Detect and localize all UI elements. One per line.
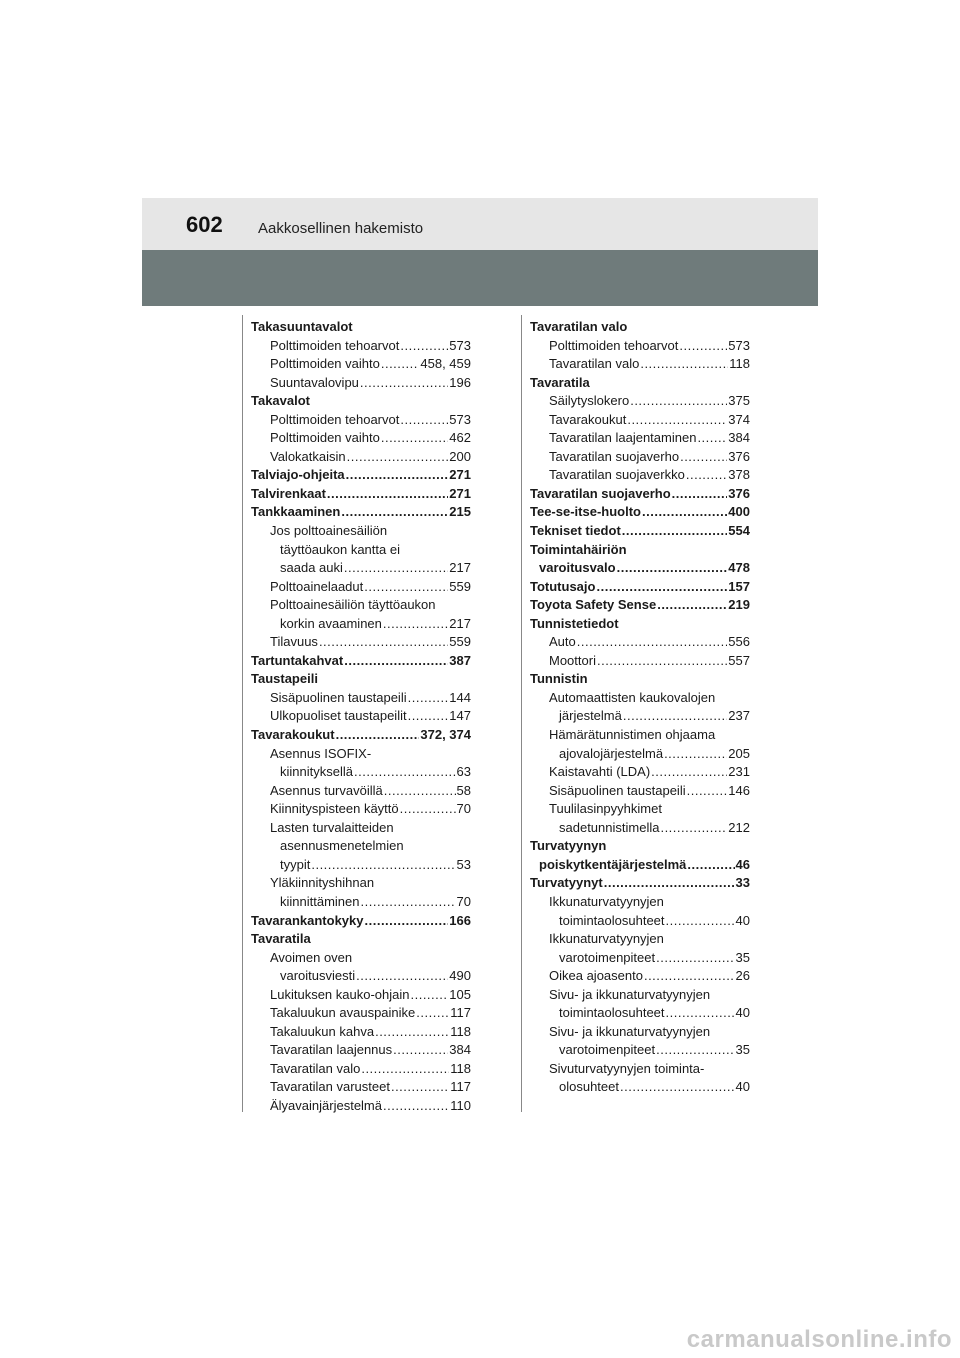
index-entry-term: Auto [549, 634, 576, 650]
index-entry-term: olosuhteet [559, 1079, 619, 1095]
index-entry-page: 375 [728, 393, 750, 409]
index-entry-page: 205 [728, 745, 750, 761]
index-entry-page: 200 [449, 448, 471, 464]
column-divider-middle [521, 315, 522, 1112]
index-entry-page: 46 [735, 856, 750, 872]
dot-leader [630, 392, 727, 411]
index-entry-page: 215 [449, 504, 471, 520]
index-entry-page: 40 [735, 912, 750, 928]
dot-leader [410, 986, 448, 1005]
dot-leader [383, 1097, 449, 1116]
index-entry [251, 856, 471, 875]
index-entry: Hämärätunnistimen ohjaama [549, 727, 716, 743]
dot-leader [617, 559, 728, 578]
index-entry [530, 745, 750, 764]
index-entry [530, 503, 750, 522]
index-entry-page: 157 [728, 578, 750, 594]
index-entry [530, 448, 750, 467]
index-entry-page: 166 [449, 912, 471, 928]
index-entry-term: varoitusvalo [539, 560, 616, 576]
index-entry [251, 448, 471, 467]
index-entry [251, 466, 471, 485]
dot-leader [680, 448, 727, 467]
index-entry [251, 559, 471, 578]
index-entry [530, 485, 750, 504]
index-entry-page: 53 [456, 856, 471, 872]
index-entry-page: 271 [449, 485, 471, 501]
index-entry-term: Tavaratilan suojaverho [549, 448, 680, 464]
index-column-left [251, 318, 471, 1116]
dot-leader [344, 559, 448, 578]
index-entry-term: Oikea ajoasento [549, 968, 643, 984]
dot-leader [640, 355, 728, 374]
index-entry: Tuulilasinpyyhkimet [549, 801, 662, 817]
index-entry [530, 782, 750, 801]
dot-leader [408, 707, 449, 726]
index-entry: Polttoainesäiliön täyttöaukon [270, 597, 436, 613]
index-entry-term: Polttimoiden tehoarvot [270, 337, 400, 353]
index-entry-term: Tavaratilan laajennus [270, 1042, 393, 1058]
index-entry-page: 374 [728, 411, 750, 427]
index-entry [530, 596, 750, 615]
section-title: Aakkosellinen hakemisto [258, 220, 424, 237]
index-entry-page: 117 [450, 1005, 471, 1021]
index-entry-term: Suuntavalovipu [270, 374, 359, 390]
index-entry-term: Totutusajo [530, 578, 596, 594]
index-entry: Asennus ISOFIX- [270, 745, 372, 761]
index-entry: Tavaratilan valo [530, 319, 628, 334]
index-entry-page: 400 [728, 504, 750, 520]
dot-leader [656, 949, 734, 968]
index-entry-page: 118 [729, 356, 750, 372]
index-entry [251, 1041, 471, 1060]
index-entry-page: 26 [735, 968, 750, 984]
index-entry-page: 376 [728, 485, 750, 501]
index-entry-page: 58 [456, 782, 471, 798]
index-entry: Takasuuntavalot [251, 319, 353, 334]
index-entry-term: varotoimenpiteet [559, 1042, 656, 1058]
index-entry [251, 986, 471, 1005]
index-entry [530, 707, 750, 726]
index-entry: Taustapeili [251, 671, 318, 687]
header-band [142, 198, 818, 250]
index-entry-page: 40 [735, 1079, 750, 1095]
index-entry-page: 219 [728, 597, 750, 613]
dot-leader [384, 782, 456, 801]
dot-leader [666, 1004, 735, 1023]
index-entry-term: Tavaratilan suojaverho [530, 485, 671, 501]
index-entry-page: 559 [449, 634, 471, 650]
index-entry-term: Tavarakoukut [549, 411, 627, 427]
index-entry-term: Sisäpuolinen taustapeili [549, 782, 686, 798]
index-entry [530, 429, 750, 448]
index-entry-term: Tartuntakahvat [251, 652, 344, 668]
index-entry-term: Polttimoiden tehoarvot [270, 411, 400, 427]
index-entry-page: 462 [449, 430, 471, 446]
index-entry [530, 819, 750, 838]
index-entry-page: 378 [728, 467, 750, 483]
index-entry [530, 633, 750, 652]
index-entry: Tavaratila [530, 374, 590, 390]
index-entry-page: 147 [449, 708, 471, 724]
index-entry [530, 763, 750, 782]
index-entry-term: Sisäpuolinen taustapeili [270, 689, 407, 705]
index-entry: Sivuturvatyynyjen toiminta- [549, 1060, 705, 1076]
index-entry [530, 1078, 750, 1097]
index-entry-term: korkin avaaminen [280, 615, 382, 631]
dot-leader [361, 893, 456, 912]
watermark: carmanualsonline.info [686, 1326, 952, 1353]
index-entry: Yläkiinnityshihnan [270, 875, 375, 891]
index-entry-page: 212 [728, 819, 750, 835]
index-entry: Lasten turvalaitteiden [270, 819, 394, 835]
header-dark-band [142, 250, 818, 306]
index-entry-term: Tavarakoukut [251, 727, 335, 743]
index-entry [530, 559, 750, 578]
index-entry-term: Ulkopuoliset taustapeilit [270, 708, 407, 724]
index-entry [530, 652, 750, 671]
dot-leader [416, 1004, 449, 1023]
index-entry: Toimintahäiriön [530, 541, 627, 557]
index-entry [251, 1004, 471, 1023]
index-entry-page: 40 [735, 1005, 750, 1021]
index-entry [251, 411, 471, 430]
dot-leader [656, 1041, 734, 1060]
dot-leader [336, 726, 420, 745]
index-entry [251, 967, 471, 986]
index-entry [251, 355, 471, 374]
dot-leader [687, 782, 728, 801]
index-entry [251, 1078, 471, 1097]
index-entry [530, 466, 750, 485]
dot-leader [383, 615, 448, 634]
index-entry [251, 763, 471, 782]
dot-leader [623, 707, 727, 726]
index-entry-term: poiskytkentäjärjestelmä [539, 856, 687, 872]
index-entry-page: 217 [449, 615, 471, 631]
index-entry [251, 800, 471, 819]
index-entry-term: Tavaratilan suojaverkko [549, 467, 685, 483]
index-entry-page: 237 [728, 708, 750, 724]
dot-leader [577, 633, 728, 652]
dot-leader [327, 485, 448, 504]
index-entry-term: Tavaratilan varusteet [270, 1079, 390, 1095]
dot-leader [356, 967, 448, 986]
index-entry-term: Kaistavahti (LDA) [549, 764, 651, 780]
index-column-right [530, 318, 750, 1097]
index-entry-term: Polttimoiden tehoarvot [549, 337, 679, 353]
index-entry-page: 387 [449, 652, 471, 668]
index-entry: Turvatyynyn [530, 838, 607, 854]
dot-leader [697, 429, 727, 448]
index-entry-term: ajovalojärjestelmä [559, 745, 664, 761]
index-entry-page: 105 [449, 986, 471, 1002]
dot-leader [381, 355, 420, 374]
index-entry-term: toimintaolosuhteet [559, 912, 665, 928]
index-entry-term: Polttimoiden vaihto [270, 356, 380, 372]
dot-leader [627, 411, 727, 430]
index-entry [251, 726, 471, 745]
dot-leader [319, 633, 448, 652]
index-entry [530, 1004, 750, 1023]
index-entry [251, 1097, 471, 1116]
index-entry-term: Tekniset tiedot [530, 523, 621, 539]
index-entry [251, 652, 471, 671]
dot-leader [679, 337, 727, 356]
dot-leader [622, 522, 728, 541]
index-entry: Avoimen oven [270, 949, 353, 965]
dot-leader [672, 485, 728, 504]
index-entry-term: Tee-se-itse-huolto [530, 504, 641, 520]
index-entry-term: Säilytyslokero [549, 393, 630, 409]
dot-leader [365, 912, 449, 931]
index-entry-term: Valokatkaisin [270, 448, 346, 464]
index-entry-term: saada auki [280, 560, 343, 576]
dot-leader [346, 466, 449, 485]
index-entry: Tavaratila [251, 931, 311, 947]
dot-leader [344, 652, 448, 671]
index-entry [251, 578, 471, 597]
index-entry [251, 503, 471, 522]
index-entry [530, 1041, 750, 1060]
index-entry-term: Asennus turvavöillä [270, 782, 383, 798]
index-entry-term: Takaluukun avauspainike [270, 1005, 416, 1021]
dot-leader [311, 856, 455, 875]
index-entry [530, 578, 750, 597]
dot-leader [400, 337, 448, 356]
index-entry-term: varotoimenpiteet [559, 949, 656, 965]
index-entry-term: Tavaratilan laajentaminen [549, 430, 697, 446]
index-entry [530, 949, 750, 968]
index-entry-term: sadetunnistimella [559, 819, 660, 835]
index-entry-page: 118 [450, 1023, 471, 1039]
dot-leader [657, 596, 727, 615]
index-entry-page: 117 [450, 1079, 471, 1095]
index-entry-term: järjestelmä [559, 708, 622, 724]
dot-leader [393, 1041, 448, 1060]
index-entry [530, 392, 750, 411]
index-entry-page: 490 [449, 968, 471, 984]
index-entry [251, 689, 471, 708]
index-entry: Tunnistin [530, 671, 588, 687]
index-entry-term: Lukituksen kauko-ohjain [270, 986, 410, 1002]
index-entry-term: kiinnityksellä [280, 764, 353, 780]
index-entry-term: Moottori [549, 652, 596, 668]
page-number: 602 [186, 212, 223, 237]
dot-leader [687, 856, 734, 875]
index-entry: Automaattisten kaukovalojen [549, 689, 716, 705]
dot-leader [360, 374, 448, 393]
index-entry-page: 70 [456, 893, 471, 909]
index-entry-page: 559 [449, 578, 471, 594]
index-entry [530, 912, 750, 931]
index-entry [251, 912, 471, 931]
index-entry: Tunnistetiedot [530, 615, 619, 631]
index-entry [530, 355, 750, 374]
dot-leader [375, 1023, 449, 1042]
index-entry-page: 573 [449, 411, 471, 427]
index-entry: Sivu- ja ikkunaturvatyynyjen [549, 986, 711, 1002]
index-entry: Ikkunaturvatyynyjen [549, 893, 664, 909]
dot-leader [651, 763, 727, 782]
index-entry-page: 231 [728, 764, 750, 780]
index-entry-page: 478 [728, 560, 750, 576]
column-divider-left [242, 315, 243, 1112]
index-entry-page: 573 [449, 337, 471, 353]
index-entry: asennusmenetelmien [280, 838, 404, 854]
index-entry-page: 376 [728, 448, 750, 464]
index-entry [251, 633, 471, 652]
index-entry-term: Talvirenkaat [251, 485, 326, 501]
dot-leader [604, 874, 735, 893]
index-entry-page: 144 [449, 689, 471, 705]
dot-leader [642, 503, 727, 522]
index-entry [530, 411, 750, 430]
index-entry-term: kiinnittäminen [280, 893, 360, 909]
index-entry [251, 485, 471, 504]
index-entry-term: Toyota Safety Sense [530, 597, 657, 613]
index-entry-page: 35 [735, 949, 750, 965]
index-entry-term: Talviajo-ohjeita [251, 467, 345, 483]
index-entry-page: 196 [449, 374, 471, 390]
dot-leader [596, 578, 727, 597]
dot-leader [347, 448, 449, 467]
index-entry: täyttöaukon kantta ei [280, 541, 400, 557]
dot-leader [660, 819, 727, 838]
dot-leader [391, 1078, 449, 1097]
dot-leader [620, 1078, 735, 1097]
index-entry-term: Polttoainelaadut [270, 578, 364, 594]
index-entry-term: Tilavuus [270, 634, 318, 650]
index-entry-page: 70 [456, 801, 471, 817]
index-entry [251, 1023, 471, 1042]
dot-leader [664, 745, 727, 764]
index-entry-page: 63 [456, 764, 471, 780]
index-entry [251, 782, 471, 801]
index-entry-term: Turvatyynyt [530, 875, 603, 891]
index-entry-page: 556 [728, 634, 750, 650]
index-entry [251, 429, 471, 448]
index-entry [530, 856, 750, 875]
index-entry-page: 110 [450, 1097, 471, 1113]
dot-leader [354, 763, 456, 782]
dot-leader [341, 503, 448, 522]
dot-leader [364, 578, 448, 597]
index-entry-page: 384 [449, 1042, 471, 1058]
index-entry [530, 522, 750, 541]
index-entry-term: Takaluukun kahva [270, 1023, 375, 1039]
index-entry [251, 707, 471, 726]
index-entry-term: tyypit [280, 856, 311, 872]
dot-leader [408, 689, 449, 708]
dot-leader [400, 800, 456, 819]
index-entry-term: Tavarankantokyky [251, 912, 364, 928]
index-entry [251, 893, 471, 912]
index-entry-term: Kiinnityspisteen käyttö [270, 801, 399, 817]
index-entry-page: 557 [728, 652, 750, 668]
dot-leader [644, 967, 735, 986]
index-entry-term: varoitusviesti [280, 968, 356, 984]
index-entry-term: Älyavainjärjestelmä [270, 1097, 382, 1113]
index-entry-page: 458, 459 [420, 356, 471, 372]
index-entry-page: 573 [728, 337, 750, 353]
dot-leader [666, 912, 735, 931]
index-entry-page: 384 [728, 430, 750, 446]
index-entry [251, 615, 471, 634]
index-entry [530, 337, 750, 356]
index-entry-page: 372, 374 [420, 727, 471, 743]
index-entry-page: 217 [449, 560, 471, 576]
index-entry: Sivu- ja ikkunaturvatyynyjen [549, 1023, 711, 1039]
index-entry [530, 874, 750, 893]
index-entry [251, 337, 471, 356]
dot-leader [400, 411, 448, 430]
index-entry-term: Tankkaaminen [251, 504, 341, 520]
dot-leader [686, 466, 727, 485]
dot-leader [361, 1060, 449, 1079]
index-entry [530, 967, 750, 986]
index-entry-term: Polttimoiden vaihto [270, 430, 380, 446]
index-entry-page: 33 [735, 875, 750, 891]
index-entry [251, 374, 471, 393]
dot-leader [597, 652, 727, 671]
index-entry-term: toimintaolosuhteet [559, 1005, 665, 1021]
index-entry-page: 35 [735, 1042, 750, 1058]
index-entry-page: 146 [728, 782, 750, 798]
index-entry-page: 554 [728, 523, 750, 539]
index-entry-term: Tavaratilan valo [270, 1060, 361, 1076]
index-entry: Ikkunaturvatyynyjen [549, 931, 664, 947]
index-entry [251, 1060, 471, 1079]
index-entry: Takavalot [251, 393, 311, 409]
dot-leader [381, 429, 448, 448]
index-entry-page: 271 [449, 467, 471, 483]
index-entry: Jos polttoainesäiliön [270, 523, 388, 539]
index-entry-term: Tavaratilan valo [549, 356, 640, 372]
index-entry-page: 118 [450, 1060, 471, 1076]
